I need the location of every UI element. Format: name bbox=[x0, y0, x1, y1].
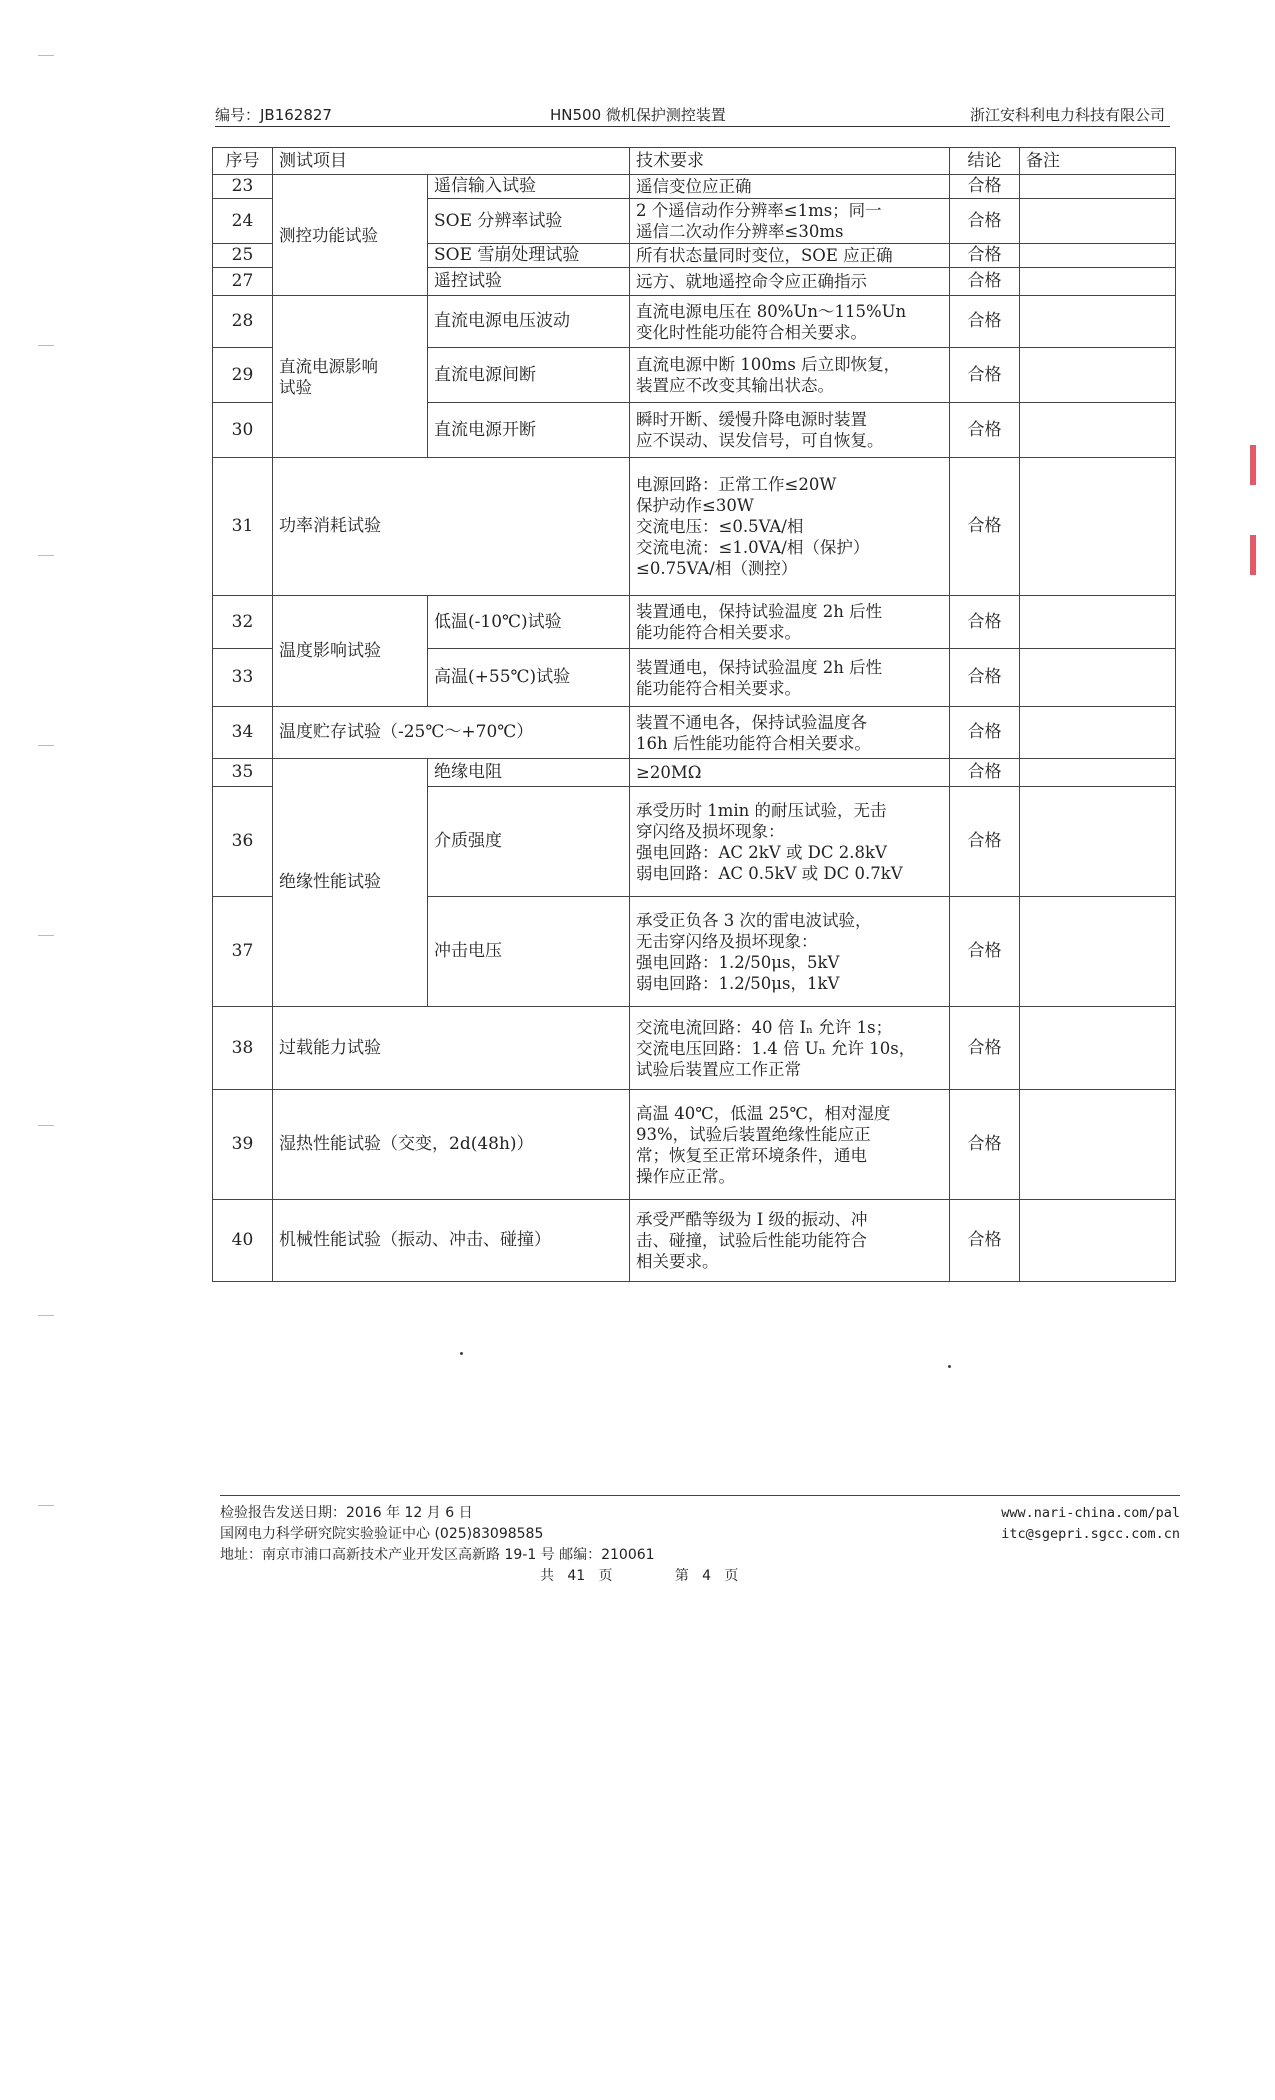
header-item: 测试项目 bbox=[273, 148, 630, 175]
remark bbox=[1020, 175, 1176, 199]
row-no: 33 bbox=[213, 649, 273, 707]
test-item: 低温(-10℃)试验 bbox=[428, 596, 630, 649]
remark bbox=[1020, 458, 1176, 596]
test-item: 高温(+55℃)试验 bbox=[428, 649, 630, 707]
row-no: 24 bbox=[213, 199, 273, 244]
result: 合格 bbox=[950, 1007, 1020, 1090]
header-no: 序号 bbox=[213, 148, 273, 175]
remark bbox=[1020, 296, 1176, 348]
page-header bbox=[215, 104, 1165, 126]
result: 合格 bbox=[950, 175, 1020, 199]
row-no: 38 bbox=[213, 1007, 273, 1090]
remark bbox=[1020, 787, 1176, 897]
test-item: 冲击电压 bbox=[428, 897, 630, 1007]
result: 合格 bbox=[950, 596, 1020, 649]
remark bbox=[1020, 897, 1176, 1007]
row-no: 39 bbox=[213, 1090, 273, 1200]
requirement: 瞬时开断、缓慢升降电源时装置 应不误动、误发信号，可自恢复。 bbox=[630, 403, 950, 458]
test-group: 湿热性能试验（交变，2d(48h)） bbox=[273, 1090, 630, 1200]
requirement: 2 个遥信动作分辨率≤1ms；同一 遥信二次动作分辨率≤30ms bbox=[630, 199, 950, 244]
test-group: 温度影响试验 bbox=[273, 596, 428, 707]
result: 合格 bbox=[950, 403, 1020, 458]
email-link[interactable]: itc@sgepri.sgcc.com.cn bbox=[1001, 1526, 1180, 1542]
table-row bbox=[213, 175, 1176, 199]
test-item: 直流电源间断 bbox=[428, 348, 630, 403]
remark bbox=[1020, 1007, 1176, 1090]
requirement: ≥20MΩ bbox=[630, 759, 950, 787]
remark bbox=[1020, 596, 1176, 649]
test-report-table bbox=[212, 147, 1176, 1282]
requirement: 远方、就地遥控命令应正确指示 bbox=[630, 268, 950, 296]
report-date: 检验报告发送日期：2016 年 12 月 6 日 bbox=[220, 1505, 473, 1521]
footer-info bbox=[220, 1503, 860, 1566]
result: 合格 bbox=[950, 649, 1020, 707]
scan-mark bbox=[38, 345, 54, 346]
row-no: 36 bbox=[213, 787, 273, 897]
requirement: 装置不通电各，保持试验温度各 16h 后性能功能符合相关要求。 bbox=[630, 707, 950, 759]
remark bbox=[1020, 403, 1176, 458]
footer-divider bbox=[220, 1495, 1180, 1496]
requirement: 承受历时 1min 的耐压试验，无击 穿闪络及损坏现象： 强电回路：AC 2kV 或 DC 2.8kV 弱电回路：AC 0.5kV 或 DC 0.7kV bbox=[630, 787, 950, 897]
result: 合格 bbox=[950, 199, 1020, 244]
test-group: 功率消耗试验 bbox=[273, 458, 630, 596]
remark bbox=[1020, 759, 1176, 787]
table-row bbox=[213, 596, 1176, 649]
remark bbox=[1020, 199, 1176, 244]
requirement: 高温 40℃，低温 25℃，相对湿度 93%，试验后装置绝缘性能应正 常；恢复至正常环境条件，通电 操作应正常。 bbox=[630, 1090, 950, 1200]
test-item: SOE 分辨率试验 bbox=[428, 199, 630, 244]
page-number: 共 41 页 第 4 页 bbox=[540, 1568, 739, 1584]
row-no: 31 bbox=[213, 458, 273, 596]
row-no: 37 bbox=[213, 897, 273, 1007]
requirement: 交流电流回路：40 倍 Iₙ 允许 1s； 交流电压回路：1.4 倍 Uₙ 允许 10s， 试验后装置应工作正常 bbox=[630, 1007, 950, 1090]
scan-red-mark bbox=[1250, 535, 1256, 575]
result: 合格 bbox=[950, 244, 1020, 268]
header-divider bbox=[215, 126, 1170, 127]
scan-mark bbox=[38, 1315, 54, 1316]
table-row bbox=[213, 296, 1176, 348]
test-group: 过载能力试验 bbox=[273, 1007, 630, 1090]
row-no: 30 bbox=[213, 403, 273, 458]
test-item: 直流电源开断 bbox=[428, 403, 630, 458]
remark bbox=[1020, 244, 1176, 268]
test-group: 机械性能试验（振动、冲击、碰撞） bbox=[273, 1200, 630, 1282]
result: 合格 bbox=[950, 348, 1020, 403]
header-remark: 备注 bbox=[1020, 148, 1176, 175]
result: 合格 bbox=[950, 787, 1020, 897]
remark bbox=[1020, 707, 1176, 759]
test-item: 遥信输入试验 bbox=[428, 175, 630, 199]
scan-mark bbox=[38, 555, 54, 556]
scan-red-mark bbox=[1250, 445, 1256, 485]
result: 合格 bbox=[950, 897, 1020, 1007]
test-group: 测控功能试验 bbox=[273, 175, 428, 296]
result: 合格 bbox=[950, 707, 1020, 759]
scan-mark bbox=[38, 935, 54, 936]
requirement: 直流电源电压在 80%Un～115%Un 变化时性能功能符合相关要求。 bbox=[630, 296, 950, 348]
scan-mark bbox=[38, 745, 54, 746]
scan-dot bbox=[948, 1365, 951, 1368]
scan-mark bbox=[38, 1125, 54, 1126]
test-item: SOE 雪崩处理试验 bbox=[428, 244, 630, 268]
test-item: 直流电源电压波动 bbox=[428, 296, 630, 348]
table-row bbox=[213, 1090, 1176, 1200]
test-item: 绝缘电阻 bbox=[428, 759, 630, 787]
remark bbox=[1020, 268, 1176, 296]
requirement: 承受正负各 3 次的雷电波试验， 无击穿闪络及损坏现象： 强电回路：1.2/50μs，5kV 弱电回路：1.2/50μs，1kV bbox=[630, 897, 950, 1007]
table-row bbox=[213, 759, 1176, 787]
device-name: HN500 微机保护测控装置 bbox=[550, 106, 726, 124]
row-no: 23 bbox=[213, 175, 273, 199]
test-item: 遥控试验 bbox=[428, 268, 630, 296]
requirement: 装置通电，保持试验温度 2h 后性 能功能符合相关要求。 bbox=[630, 596, 950, 649]
test-item: 介质强度 bbox=[428, 787, 630, 897]
result: 合格 bbox=[950, 268, 1020, 296]
issuing-organization: 国网电力科学研究院实验验证中心 (025)83098585 bbox=[220, 1526, 544, 1542]
company-name: 浙江安科利电力科技有限公司 bbox=[969, 106, 1165, 124]
header-result: 结论 bbox=[950, 148, 1020, 175]
scan-mark bbox=[38, 55, 54, 56]
scan-dot bbox=[460, 1352, 463, 1355]
result: 合格 bbox=[950, 759, 1020, 787]
requirement: 电源回路：正常工作≤20W 保护动作≤30W 交流电压：≤0.5VA/相 交流电流：≤1.0VA/相（保护） ≤0.75VA/相（测控） bbox=[630, 458, 950, 596]
test-group: 温度贮存试验（-25℃～+70℃） bbox=[273, 707, 630, 759]
remark bbox=[1020, 649, 1176, 707]
remark bbox=[1020, 348, 1176, 403]
test-group: 绝缘性能试验 bbox=[273, 759, 428, 1007]
table-header-row bbox=[213, 148, 1176, 175]
requirement: 遥信变位应正确 bbox=[630, 175, 950, 199]
requirement: 承受严酷等级为 I 级的振动、冲 击、碰撞，试验后性能功能符合 相关要求。 bbox=[630, 1200, 950, 1282]
result: 合格 bbox=[950, 1090, 1020, 1200]
result: 合格 bbox=[950, 296, 1020, 348]
test-group: 直流电源影响 试验 bbox=[273, 296, 428, 458]
remark bbox=[1020, 1200, 1176, 1282]
row-no: 27 bbox=[213, 268, 273, 296]
table-row bbox=[213, 707, 1176, 759]
footer-contact bbox=[1001, 1503, 1180, 1545]
table-row bbox=[213, 1200, 1176, 1282]
row-no: 35 bbox=[213, 759, 273, 787]
row-no: 29 bbox=[213, 348, 273, 403]
website-link[interactable]: www.nari-china.com/pal bbox=[1001, 1505, 1180, 1521]
result: 合格 bbox=[950, 1200, 1020, 1282]
scan-mark bbox=[38, 1505, 54, 1506]
document-number: 编号：JB162827 bbox=[215, 106, 332, 124]
requirement: 装置通电，保持试验温度 2h 后性 能功能符合相关要求。 bbox=[630, 649, 950, 707]
requirement: 直流电源中断 100ms 后立即恢复， 装置应不改变其输出状态。 bbox=[630, 348, 950, 403]
row-no: 34 bbox=[213, 707, 273, 759]
row-no: 40 bbox=[213, 1200, 273, 1282]
requirement: 所有状态量同时变位，SOE 应正确 bbox=[630, 244, 950, 268]
address: 地址：南京市浦口高新技术产业开发区高新路 19-1 号 邮编：210061 bbox=[220, 1547, 655, 1563]
table-row bbox=[213, 458, 1176, 596]
row-no: 25 bbox=[213, 244, 273, 268]
remark bbox=[1020, 1090, 1176, 1200]
row-no: 32 bbox=[213, 596, 273, 649]
row-no: 28 bbox=[213, 296, 273, 348]
result: 合格 bbox=[950, 458, 1020, 596]
header-requirement: 技术要求 bbox=[630, 148, 950, 175]
table-row bbox=[213, 1007, 1176, 1090]
